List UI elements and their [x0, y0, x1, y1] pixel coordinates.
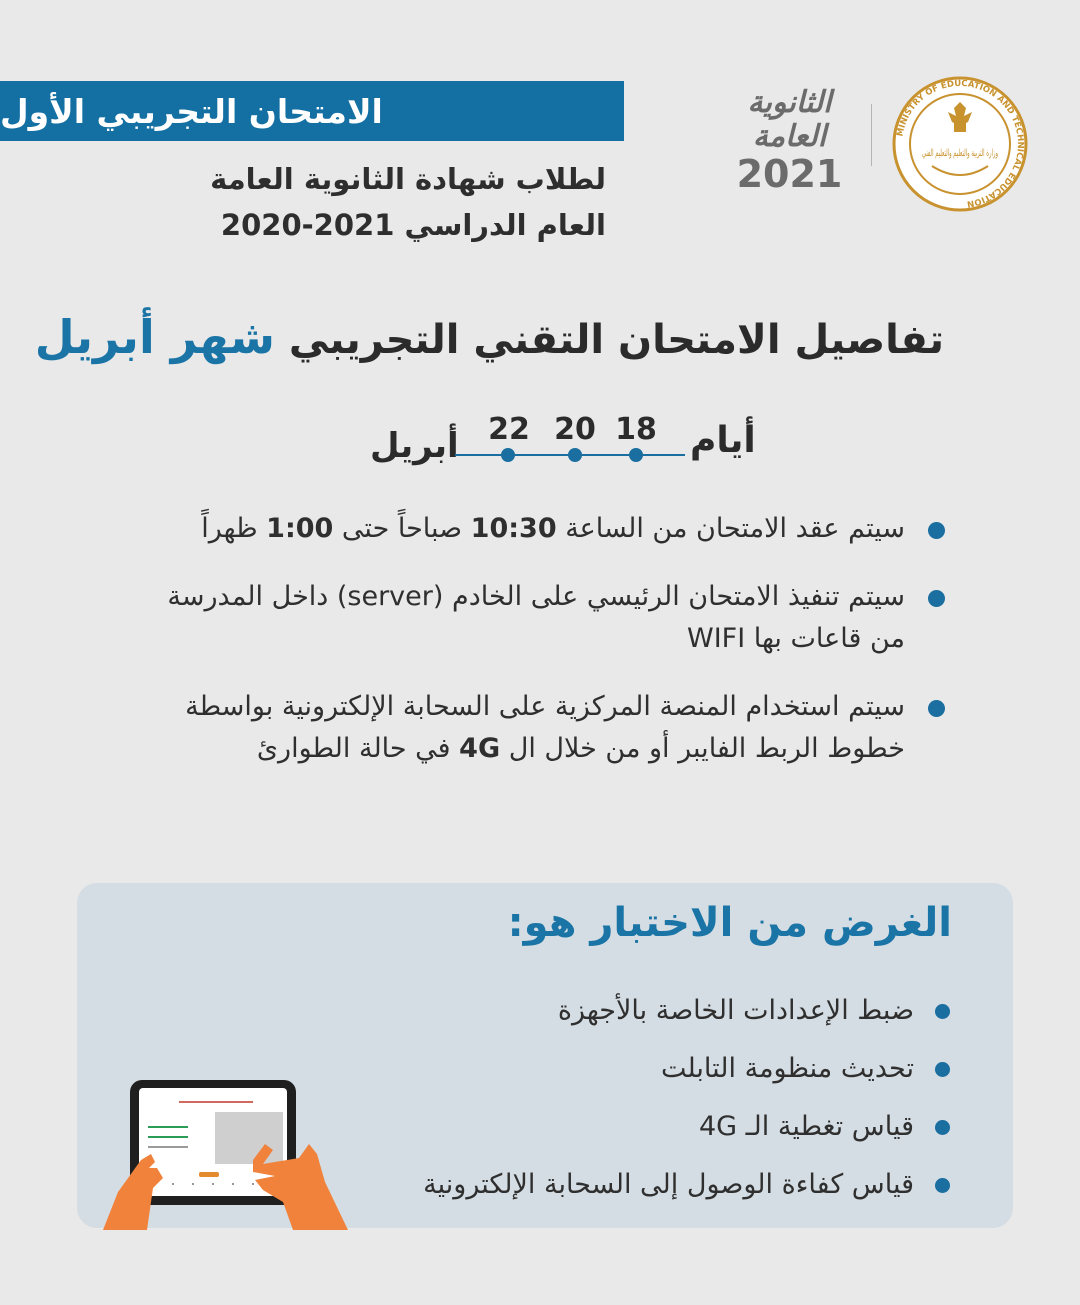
days-label: أيام — [690, 420, 756, 461]
seal-text-en: MINISTRY OF EDUCATION AND TECHNICAL EDUCATION — [895, 78, 1026, 209]
logo-divider — [871, 104, 872, 166]
month-label: أبريل — [370, 426, 459, 466]
page-title — [35, 310, 944, 364]
purpose-list — [250, 992, 950, 1224]
logo-year: 2021 — [736, 152, 843, 196]
header-subtitle-year: العام الدراسي 2021-2020 — [220, 208, 606, 242]
list-item: تحديث منظومة التابلت — [250, 1050, 950, 1108]
title-accent: شهر أبريل — [34, 310, 275, 364]
date-day-18: 18 — [615, 412, 657, 447]
details-list — [115, 508, 945, 770]
list-item: سيتم استخدام المنصة المركزية على السحابة الإلكترونية بواسطة خطوط الربط الفايبر أو من خلال ال 4G في حالة الطوارئ — [115, 686, 945, 770]
title-main: تفاصيل الامتحان التقني التجريبي — [288, 317, 944, 363]
list-item: قياس تغطية الـ 4G — [250, 1108, 950, 1166]
header-subtitle-students: لطلاب شهادة الثانوية العامة — [210, 162, 606, 196]
purpose-title: الغرض من الاختبار هو: — [507, 900, 952, 946]
ministry-seal-icon — [892, 76, 1028, 212]
date-day-22: 22 — [488, 412, 530, 447]
header-banner — [0, 81, 624, 141]
tablet-hands-icon — [103, 1072, 353, 1230]
banner-title: الامتحان التجريبي الأول — [0, 91, 383, 131]
logo-line1: الثانوية — [747, 85, 832, 120]
date-day-20: 20 — [554, 412, 596, 447]
list-item: سيتم عقد الامتحان من الساعة 10:30 صباحاً حتى 1:00 ظهراً — [115, 508, 945, 550]
list-item: سيتم تنفيذ الامتحان الرئيسي على الخادم (server) داخل المدرسة من قاعات بها WIFI — [115, 576, 945, 660]
logo-line2: العامة — [752, 119, 827, 154]
list-item: ضبط الإعدادات الخاصة بالأجهزة — [250, 992, 950, 1050]
thanaweya-amma-logo — [722, 86, 857, 198]
list-item: قياس كفاءة الوصول إلى السحابة الإلكترونية — [250, 1166, 950, 1224]
seal-text-ar: وزارة التربية والتعليم والتعليم الفني — [922, 148, 999, 159]
